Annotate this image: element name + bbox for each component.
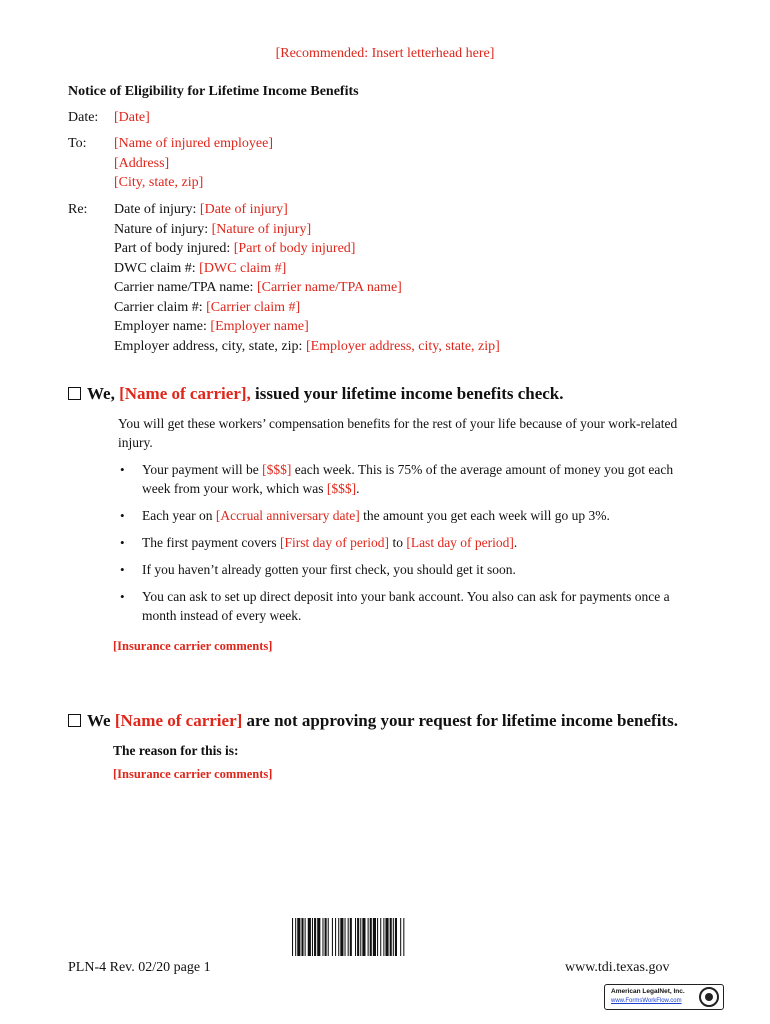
date-value: [Date] (114, 110, 150, 125)
re-line (114, 298, 500, 318)
re-line-value: [Nature of injury] (211, 221, 312, 237)
bullet-text: . (356, 481, 360, 496)
bullet-first-check (118, 560, 698, 579)
bullet-placeholder: [Accrual anniversary date] (215, 508, 360, 523)
re-line-label: Date of injury: (114, 202, 200, 217)
re-line-value: [Carrier claim #] (206, 299, 301, 315)
re-line-label: Employer address, city, state, zip: (114, 338, 306, 354)
option-denied-heading (68, 711, 678, 731)
re-line-value: [Carrier name/TPA name] (256, 280, 402, 295)
re-label: Re: (68, 202, 88, 217)
re-line-value: [Employer address, city, state, zip] (305, 338, 500, 354)
form-number: PLN-4 Rev. 02/20 page 1 (68, 960, 211, 975)
denied-suffix: are not approving your request for lifetime income benefits. (242, 711, 678, 730)
approved-suffix: issued your lifetime income benefits check. (250, 384, 564, 403)
re-line-label: Employer name: (114, 319, 211, 334)
badge-url-link[interactable]: www.FormsWorkFlow.com (611, 998, 682, 1004)
date-row (68, 108, 150, 127)
re-line (114, 317, 500, 337)
bullet-text: each week. This is 75% of the average amount of money you got each week from your work, which was (142, 462, 674, 496)
re-line-label: Carrier claim #: (114, 299, 207, 315)
bullet-weekly-payment (118, 460, 698, 498)
re-line-value: [DWC claim #] (199, 260, 287, 276)
recipient-name: [Name of injured employee] (114, 136, 273, 151)
approved-carrier-name: [Name of carrier], (119, 384, 251, 403)
denied-checkbox[interactable] (68, 714, 81, 727)
bullet-text: The first payment covers (142, 535, 280, 550)
bullet-placeholder: [First day of period] (279, 535, 390, 550)
tdi-website: www.tdi.texas.gov (565, 960, 670, 975)
legalnet-badge[interactable] (604, 984, 724, 1010)
bullet-text: the amount you get each week will go up 3%. (359, 508, 610, 523)
re-line (114, 239, 500, 259)
re-line (114, 278, 500, 298)
bullet-first-payment (118, 533, 698, 552)
re-block (114, 200, 500, 356)
bullet-text: You can ask to set up direct deposit into your bank account. You also can ask for payments once a month instead of every week. (142, 589, 670, 623)
re-line (114, 220, 500, 240)
denied-carrier-comments: [Insurance carrier comments] (113, 767, 273, 781)
legalnet-logo-icon (699, 987, 719, 1007)
approved-prefix: We, (87, 384, 120, 403)
re-line (114, 337, 500, 357)
bullet-direct-deposit (118, 587, 698, 625)
bullet-placeholder: [$$$] (326, 481, 357, 496)
bullet-text: If you haven’t already gotten your first check, you should get it soon. (142, 562, 516, 577)
date-label: Date: (68, 110, 99, 125)
to-row (68, 134, 273, 193)
re-line-label: DWC claim #: (114, 260, 200, 276)
bullet-placeholder: [Last day of period] (406, 535, 514, 550)
approved-intro: You will get these workers’ compensation benefits for the rest of your life because of your work-related injury. (118, 416, 678, 450)
re-line-value: [Part of body injured] (233, 241, 356, 256)
denied-reason-label: The reason for this is: (113, 743, 239, 758)
re-line (114, 259, 500, 279)
denied-carrier-name: [Name of carrier] (114, 711, 243, 730)
bullet-text: Each year on (142, 508, 216, 523)
bullet-annual-increase (118, 506, 698, 525)
recipient-block (114, 134, 273, 193)
to-label: To: (68, 136, 87, 151)
approved-checkbox[interactable] (68, 387, 81, 400)
approved-carrier-comments: [Insurance carrier comments] (113, 639, 273, 653)
bullet-text: to (389, 535, 407, 550)
re-line-value: [Date of injury] (199, 202, 288, 217)
option-approved-heading (68, 384, 564, 404)
document-title: Notice of Eligibility for Lifetime Income Benefits (68, 84, 359, 99)
recipient-city-state-zip: [City, state, zip] (114, 175, 204, 190)
recipient-address: [Address] (114, 155, 170, 171)
re-line-label: Carrier name/TPA name: (114, 280, 257, 295)
badge-company-name: American LegalNet, Inc. (611, 988, 685, 995)
barcode-image (292, 918, 479, 956)
re-line-label: Part of body injured: (114, 241, 234, 256)
bullet-text: . (513, 535, 518, 550)
letterhead-placeholder: [Recommended: Insert letterhead here] (275, 46, 495, 61)
bullet-placeholder: [$$$] (262, 462, 292, 477)
approved-bullet-list (118, 460, 698, 625)
re-line-label: Nature of injury: (114, 221, 212, 237)
denied-prefix: We (87, 711, 115, 730)
re-row (68, 200, 500, 356)
bullet-text: Your payment will be (142, 462, 263, 477)
re-line (114, 200, 500, 220)
re-line-value: [Employer name] (210, 319, 309, 334)
